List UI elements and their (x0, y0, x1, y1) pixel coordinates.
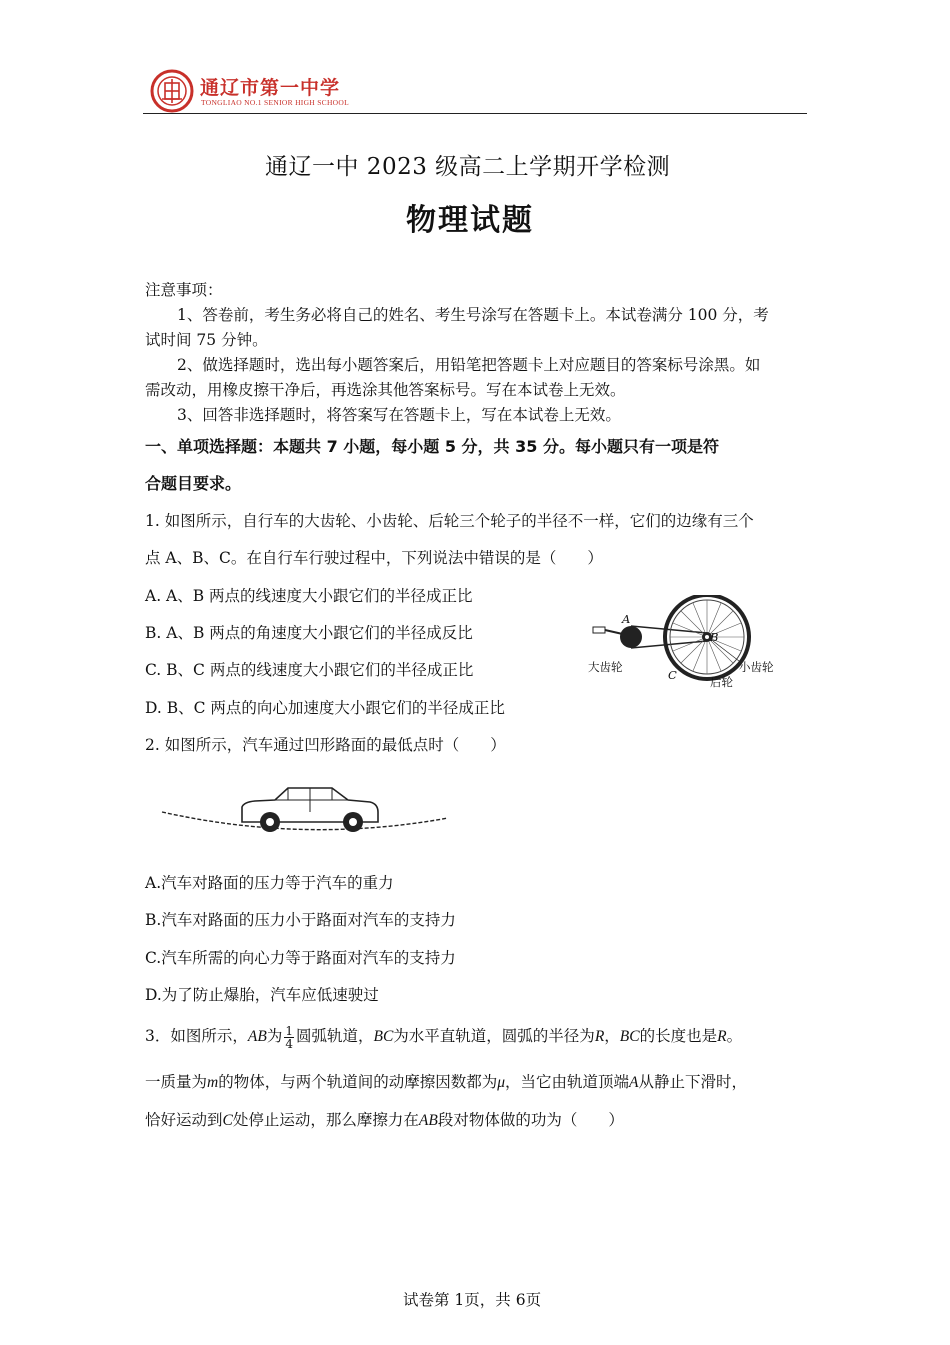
car-on-concave-road-drawing (160, 782, 450, 842)
q1-stem-line-2: 点 A、B、C。在自行车行驶过程中，下列说法中错误的是（ ） (145, 549, 603, 567)
exam-title: 物理试题 (406, 203, 534, 238)
q1-option-a: A. A、B 两点的线速度大小跟它们的半径成正比 (145, 587, 473, 605)
q2-option-d: D.为了防止爆胎，汽车应低速驶过 (145, 986, 379, 1004)
figure-label-c: C (668, 668, 677, 682)
figure-label-a: A (622, 612, 631, 626)
notice-item-2-line-1: 2、做选择题时，选出每小题答案后，用铅笔把答题卡上对应题目的答案标号涂黑。如 (177, 356, 761, 374)
school-logo (150, 69, 194, 113)
q3-stem-line-2: 一质量为m的物体，与两个轨道间的动摩擦因数都为μ，当它由轨道顶端A从静止下滑时， (145, 1073, 748, 1091)
notice-item-1-line-2: 试时间 75 分钟。 (145, 331, 268, 349)
page-footer: 试卷第 1页，共 6页 (403, 1291, 542, 1309)
section-heading-line-1: 一、单项选择题：本题共 7 小题，每小题 5 分，共 35 分。每小题只有一项是符 (145, 437, 719, 456)
q1-option-b: B. A、B 两点的角速度大小跟它们的半径成反比 (145, 624, 473, 642)
notice-item-2-line-2: 需改动，用橡皮擦干净后，再选涂其他答案标号。写在本试卷上无效。 (145, 381, 626, 399)
notice-heading: 注意事项： (145, 281, 223, 299)
school-name-en: TONGLIAO NO.1 SENIOR HIGH SCHOOL (201, 98, 349, 107)
bicycle-gear-figure (585, 595, 785, 695)
q3-stem-line-3: 恰好运动到C处停止运动，那么摩擦力在AB段对物体做的功为（ ） (145, 1111, 624, 1129)
q2-stem: 2. 如图所示，汽车通过凹形路面的最低点时（ ） (145, 736, 506, 754)
figure-label-big-gear: 大齿轮 (588, 660, 623, 674)
q3-stem-line-1: 3．如图所示，AB为 $\frac{1}{4}$ 圆弧轨道，BC为水平直轨道，圆弧的半径为R，BC的长度也是R。 (145, 1023, 743, 1051)
bicycle-drawing (585, 595, 785, 695)
q2-option-a: A.汽车对路面的压力等于汽车的重力 (145, 874, 394, 892)
q2-option-c: C.汽车所需的向心力等于路面对汽车的支持力 (145, 949, 456, 967)
school-name: 通辽市第一中学 (200, 77, 341, 99)
q1-option-c: C. B、C 两点的线速度大小跟它们的半径成正比 (145, 661, 474, 679)
figure-label-small-gear: 小齿轮 (739, 660, 774, 674)
section-heading-line-2: 合题目要求。 (145, 474, 242, 493)
q1-option-d: D. B、C 两点的向心加速度大小跟它们的半径成正比 (145, 699, 505, 717)
header-divider (143, 113, 807, 114)
q1-stem-line-1: 1. 如图所示，自行车的大齿轮、小齿轮、后轮三个轮子的半径不一样，它们的边缘有三个 (145, 512, 754, 530)
q2-option-b: B.汽车对路面的压力小于路面对汽车的支持力 (145, 911, 456, 929)
exam-subtitle: 通辽一中 2023 级高二上学期开学检测 (265, 154, 671, 180)
notice-item-3: 3、回答非选择题时，将答案写在答题卡上，写在本试卷上无效。 (177, 406, 621, 424)
one-quarter-fraction: $\frac{1}{4}$ (285, 1023, 293, 1051)
notice-item-1-line-1: 1、答卷前，考生务必将自己的姓名、考生号涂写在答题卡上。本试卷满分 100 分，考 (177, 306, 769, 324)
figure-label-b: B (710, 630, 719, 644)
school-seal-icon (150, 69, 194, 113)
figure-label-rear-wheel: 后轮 (710, 675, 733, 689)
car-road-figure (160, 782, 450, 842)
